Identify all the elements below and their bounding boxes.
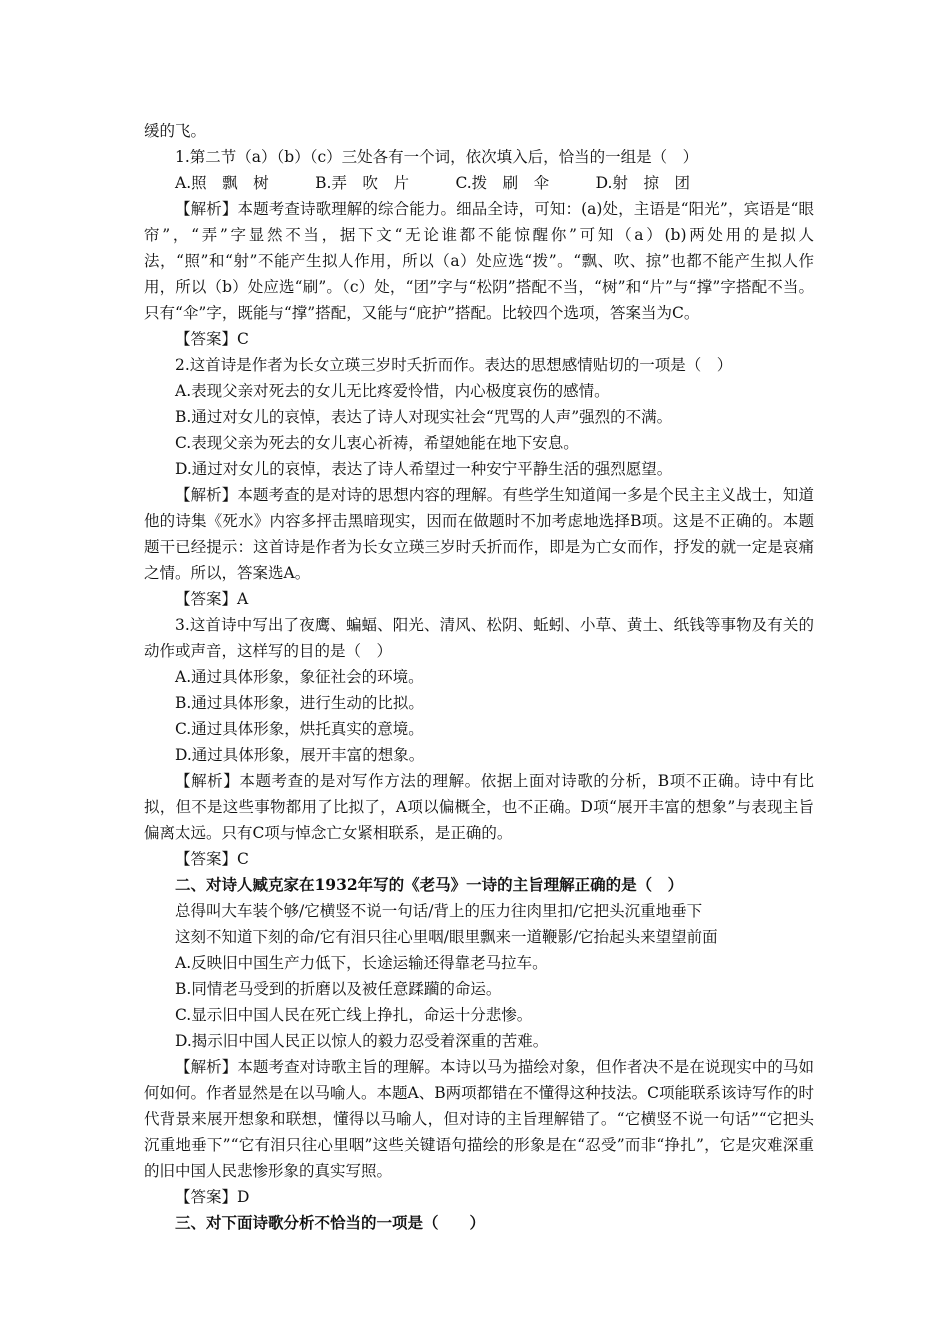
section-2-answer: 【答案】D [175, 1188, 250, 1206]
section-2-option-d: D.揭示旧中国人民正以惊人的毅力忍受着深重的苦难。 [175, 1032, 549, 1050]
question-2-option-b: B.通过对女儿的哀悼，表达了诗人对现实社会“咒骂的人声”强烈的不满。 [175, 408, 673, 426]
question-3-answer: 【答案】C [175, 850, 249, 868]
question-3-option-d: D.通过具体形象，展开丰富的想象。 [175, 746, 425, 764]
section-2-poem-line-1: 总得叫大车装个够/它横竖不说一句话/背上的压力往肉里扣/它把头沉重地垂下 [175, 902, 703, 920]
question-1-analysis: 【解析】本题考查诗歌理解的综合能力。细品全诗，可知：(a)处，主语是“阳光”，宾语是“眼帘”，“弄”字显然不当，据下文“无论谁都不能惊醒你”可知（a）(b)两处用的是拟人法，“照”和“射”不能产生拟人作用，所以（a）处应选“拨”。“飘、吹、掠”也都不能产生拟人作用，所以（b）处应选“刷”。（c）处，“团”字与“松阴”搭配不当，“树”和“片”与“撑”字搭配不当。只有“伞”字，既能与“撑”搭配，又能与“庇护”搭配。比较四个选项，答案当为C。 [144, 200, 814, 322]
section-2-heading: 二、对诗人臧克家在1932年写的《老马》一诗的主旨理解正确的是（ ） [175, 875, 684, 894]
document-page [144, 118, 814, 1236]
question-2-option-a: A.表现父亲对死去的女儿无比疼爱怜惜，内心极度哀伤的感情。 [175, 382, 610, 400]
text-line: 缓的飞。 [144, 122, 207, 140]
question-1: 1.第二节（a）（b）（c）三处各有一个词，依次填入后，恰当的一组是（ ） [175, 148, 699, 166]
question-2-option-d: D.通过对女儿的哀悼，表达了诗人希望过一种安宁平静生活的强烈愿望。 [175, 460, 673, 478]
section-2-option-a: A.反映旧中国生产力低下，长途运输还得靠老马拉车。 [175, 954, 548, 972]
question-3-option-b: B.通过具体形象，进行生动的比拟。 [175, 694, 424, 712]
section-2-option-b: B.同情老马受到的折磨以及被任意蹂躏的命运。 [175, 980, 502, 998]
question-3-option-c: C.通过具体形象，烘托真实的意境。 [175, 720, 424, 738]
question-2-answer: 【答案】A [175, 590, 249, 608]
section-2-poem-line-2: 这刻不知道下刻的命/它有泪只往心里咽/眼里飘来一道鞭影/它抬起头来望望前面 [175, 928, 718, 946]
question-3-analysis: 【解析】本题考查的是对写作方法的理解。依据上面对诗歌的分析，B项不正确。诗中有比拟，但不是这些事物都用了比拟了，A项以偏概全，也不正确。D项“展开丰富的想象”与表现主旨偏离太远。只有C项与悼念亡女紧相联系，是正确的。 [144, 772, 814, 842]
question-2: 2.这首诗是作者为长女立瑛三岁时夭折而作。表达的思想感情贴切的一项是（ ） [175, 356, 733, 374]
question-2-option-c: C.表现父亲为死去的女儿衷心祈祷，希望她能在地下安息。 [175, 434, 579, 452]
section-3-heading: 三、对下面诗歌分析不恰当的一项是（ ） [175, 1213, 486, 1232]
section-2-option-c: C.显示旧中国人民在死亡线上挣扎，命运十分悲惨。 [175, 1006, 533, 1024]
question-1-options: A.照 飘 树 B.弄 吹 片 C.拨 刷 伞 D.射 掠 团 [175, 174, 690, 192]
question-2-analysis: 【解析】本题考查的是对诗的思想内容的理解。有些学生知道闻一多是个民主主义战士，知道他的诗集《死水》内容多抨击黑暗现实，因而在做题时不加考虑地选择B项。这是不正确的。本题题干已经提示：这首诗是作者为长女立瑛三岁时夭折而作，即是为亡女而作，抒发的就一定是哀痛之情。所以，答案选A。 [144, 486, 814, 582]
question-3: 3.这首诗中写出了夜鹰、蝙蝠、阳光、清风、松阴、蚯蚓、小草、黄土、纸钱等事物及有关的动作或声音，这样写的目的是（ ） [144, 616, 814, 660]
section-2-analysis: 【解析】本题考查对诗歌主旨的理解。本诗以马为描绘对象，但作者决不是在说现实中的马如何如何。作者显然是在以马喻人。本题A、B两项都错在不懂得这种技法。C项能联系该诗写作的时代背景来展开想象和联想，懂得以马喻人，但对诗的主旨理解错了。“它横竖不说一句话”“它把头沉重地垂下”“它有泪只往心里咽”这些关键语句描绘的形象是在“忍受”而非“挣扎”，它是灾难深重的旧中国人民悲惨形象的真实写照。 [144, 1058, 814, 1180]
question-3-option-a: A.通过具体形象，象征社会的环境。 [175, 668, 424, 686]
question-1-answer: 【答案】C [175, 330, 249, 348]
